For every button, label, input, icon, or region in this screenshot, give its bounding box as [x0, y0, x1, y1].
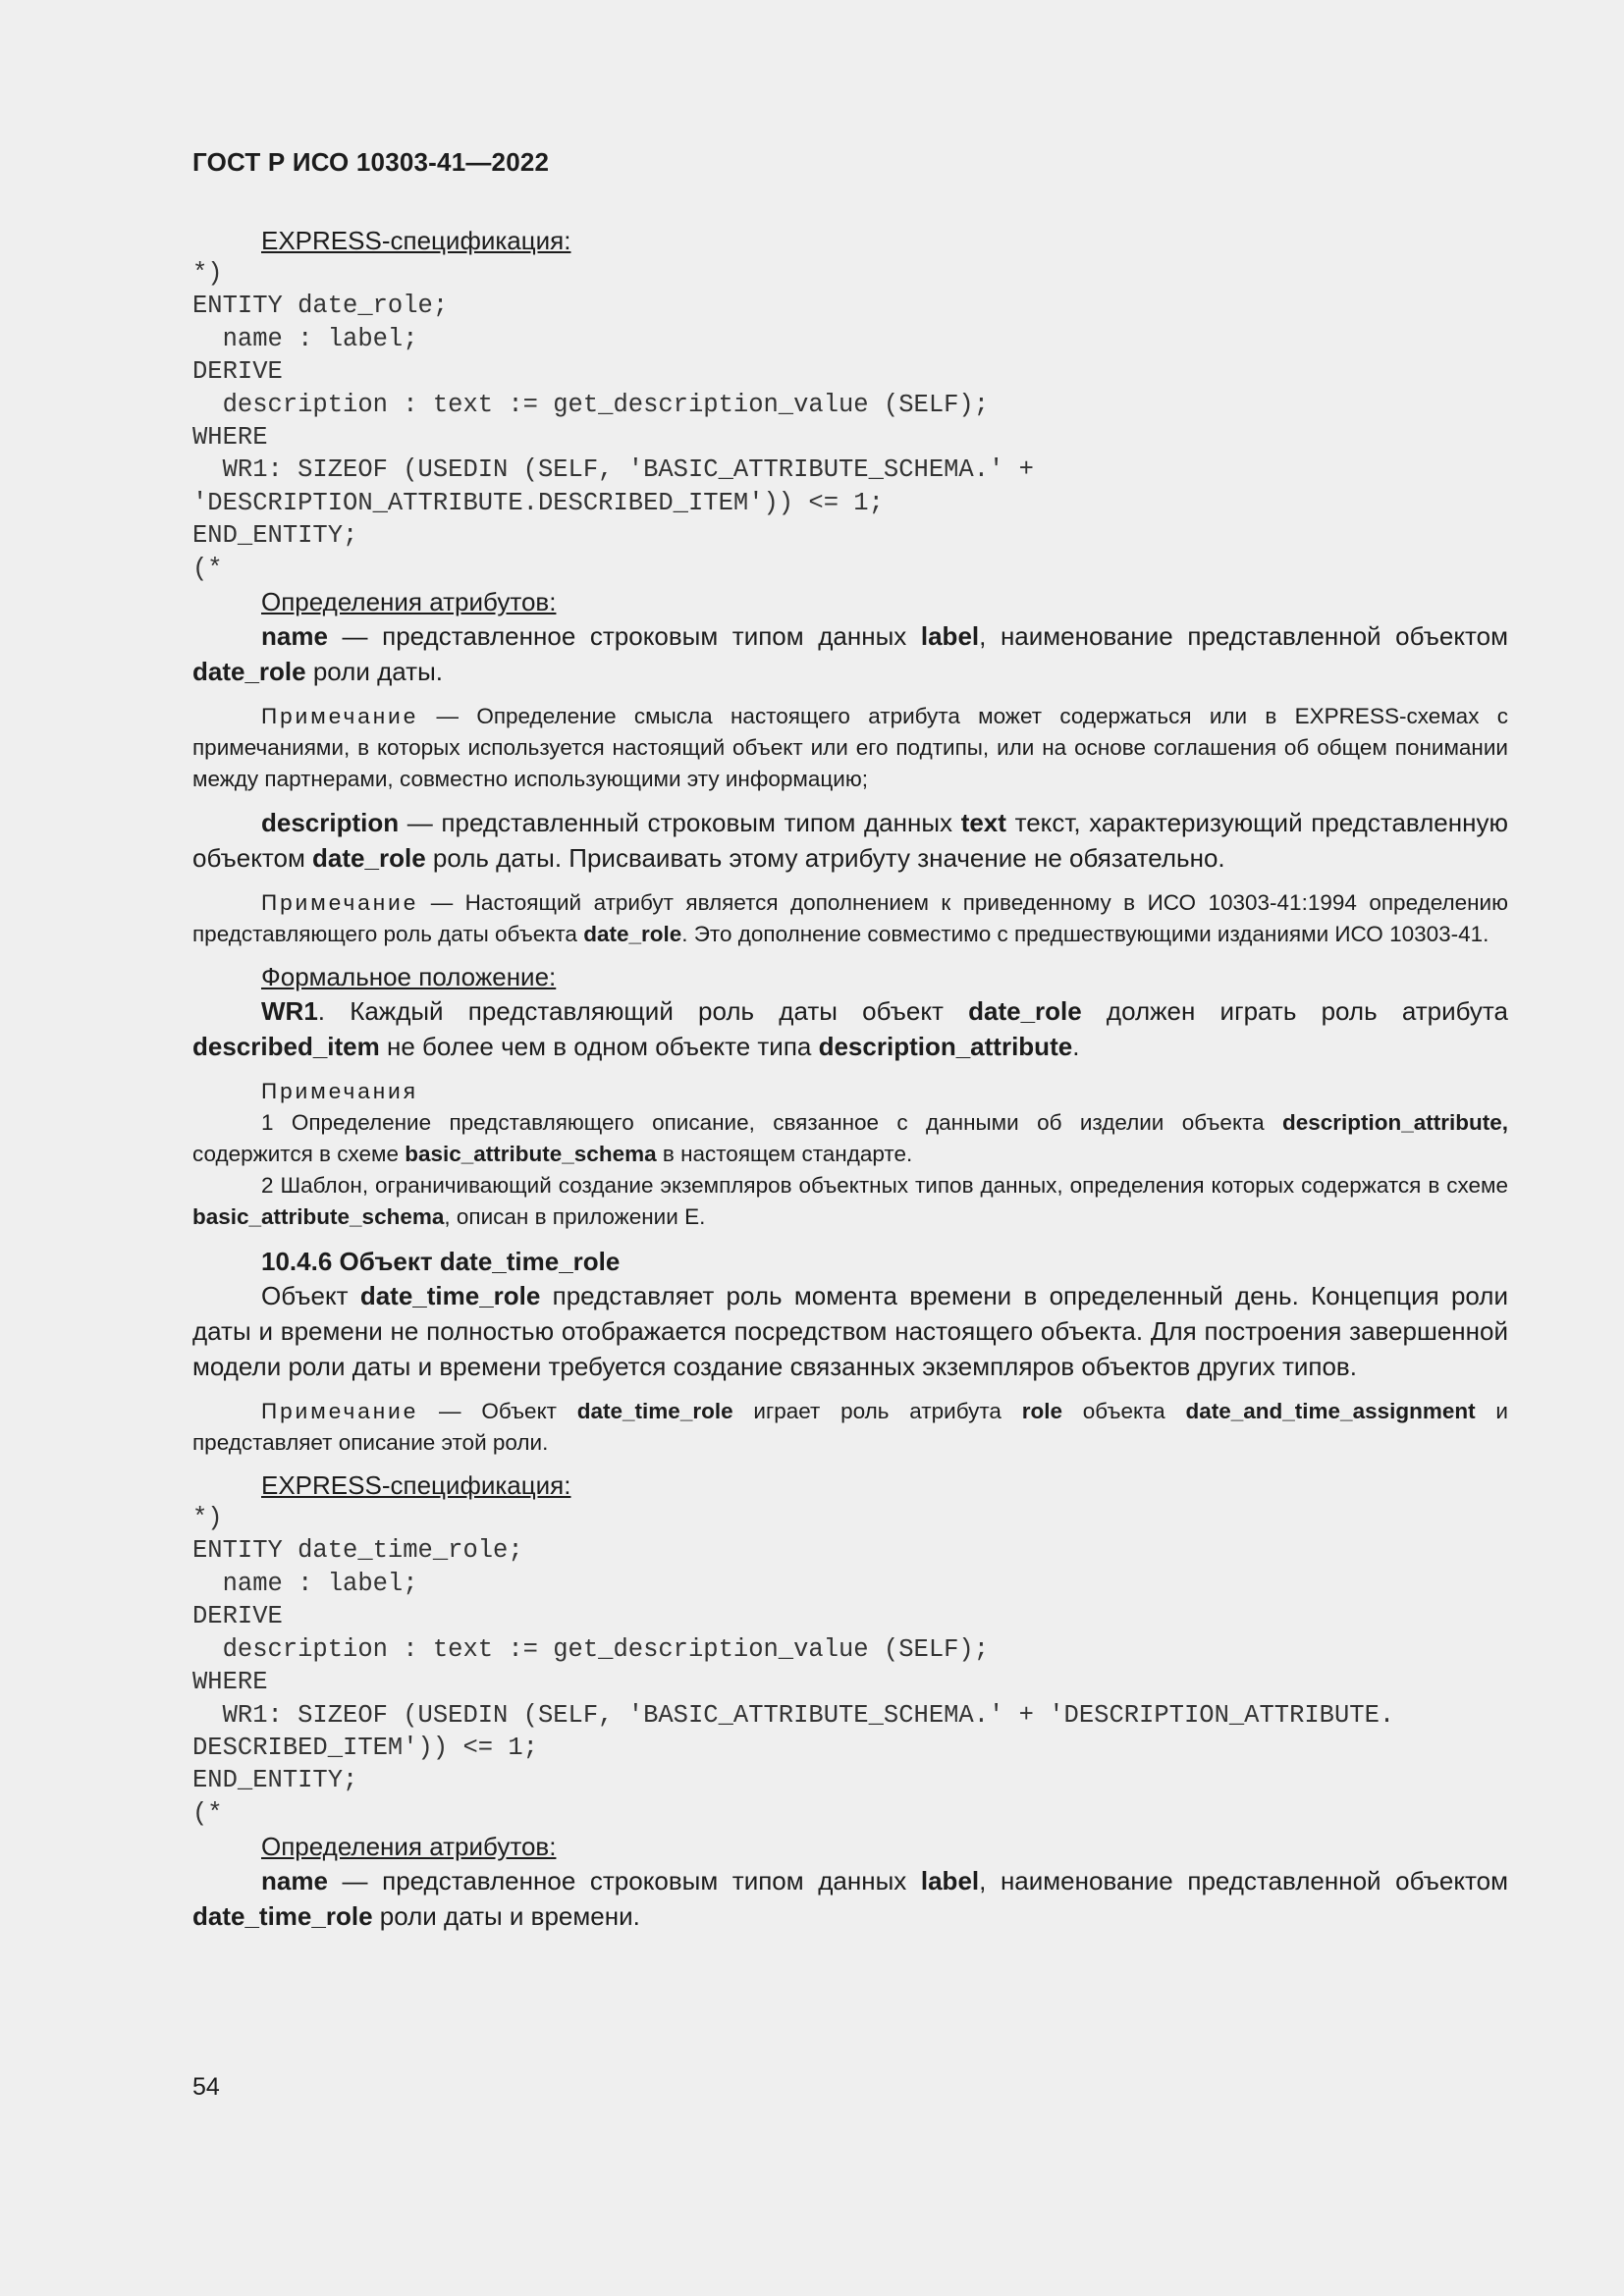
notes-label: Примечания [261, 1079, 418, 1104]
page-number: 54 [192, 2073, 220, 2101]
note-attribute-meaning: Примечание — Определение смысла настоящего атрибута может содержаться или в EXPRESS-схемах с примечаниями, в которых используется настоящий объект или его подтипы, или на основе соглашения об общем понимании между партнерами, совместно использующими эту информацию; [192, 704, 1508, 792]
term-name: name [261, 621, 328, 652]
page-content [192, 224, 1508, 1934]
section-title: 10.4.6 Объект date_time_role [261, 1247, 621, 1277]
express-spec-heading-2: EXPRESS-спецификация: [261, 1470, 571, 1501]
express-code-date-time-role: *) ENTITY date_time_role; name : label; DERIVE description : text := get_description_value (SELF); WHERE WR1: SIZEOF (USEDIN (SELF, 'BASIC_ATTRIBUTE_SCHEMA.' + 'DESCRIPTION_ATTRIBUTE. DESCRIBED_ITEM')) <= 1; END_ENTITY; (* [192, 1504, 1395, 1828]
wr1-rule: WR1. Каждый представляющий роль даты объект date_role должен играть роль атрибута described_item не более чем в одном объекте типа description_attribute. [192, 996, 1508, 1062]
note-label: Примечание [261, 1399, 419, 1424]
express-code-date-role: *) ENTITY date_role; name : label; DERIVE description : text := get_description_value (SELF); WHERE WR1: SIZEOF (USEDIN (SELF, 'BASIC_ATTRIBUTE_SCHEMA.' + 'DESCRIPTION_ATTRIBUTE.DESCRIBED_ITEM')) <= 1; END_ENTITY; (* [192, 259, 1034, 583]
note-supplement: Примечание — Настоящий атрибут является дополнением к приведенному в ИСО 10303-41:1994 определению представляющего роль даты объекта date_role. Это дополнение совместимо с предшествующими изданиями ИСО 10303-41. [192, 890, 1508, 947]
document-header: ГОСТ Р ИСО 10303-41—2022 [192, 147, 550, 177]
name-attribute-definition: name — представленное строковым типом данных label, наименование представленной объектом date_role роли даты. [192, 621, 1508, 687]
note-label: Примечание [261, 890, 419, 916]
name-attribute-definition-2: name — представленное строковым типом данных label, наименование представленной объектом date_time_role роли даты и времени. [192, 1866, 1508, 1932]
section-intro: Объект date_time_role представляет роль момента времени в определенный день. Концепция роли даты и времени не полностью отображается посредством настоящего объекта. Для построения завершенной модели роли даты и времени требуется создание связанных экземпляров объектов других типов. [192, 1281, 1508, 1382]
note-item-2: 2 Шаблон, ограничивающий создание экземпляров объектных типов данных, определения которых содержатся в схеме basic_attribute_schema, описан в приложении E. [192, 1173, 1508, 1230]
term-description: description [261, 808, 400, 838]
description-attribute-definition: description — представленный строковым типом данных text текст, характеризующий представленную объектом date_role роль даты. Присваивать этому атрибуту значение не обязательно. [192, 808, 1508, 874]
note-item-1: 1 Определение представляющего описание, связанное с данными об изделии объекта description_attribute, содержится в схеме basic_attribute_schema в настоящем стандарте. [192, 1110, 1508, 1167]
attribute-definitions-heading-2: Определения атрибутов: [261, 1832, 557, 1862]
note-role: Примечание — Объект date_time_role играет роль атрибута role объекта date_and_time_assignment и представляет описание этой роли. [192, 1399, 1508, 1456]
express-spec-heading: EXPRESS-спецификация: [261, 226, 571, 255]
attribute-definitions-heading: Определения атрибутов: [261, 587, 557, 617]
formal-proposition-heading: Формальное положение: [261, 962, 557, 992]
note-label: Примечание [261, 704, 419, 729]
